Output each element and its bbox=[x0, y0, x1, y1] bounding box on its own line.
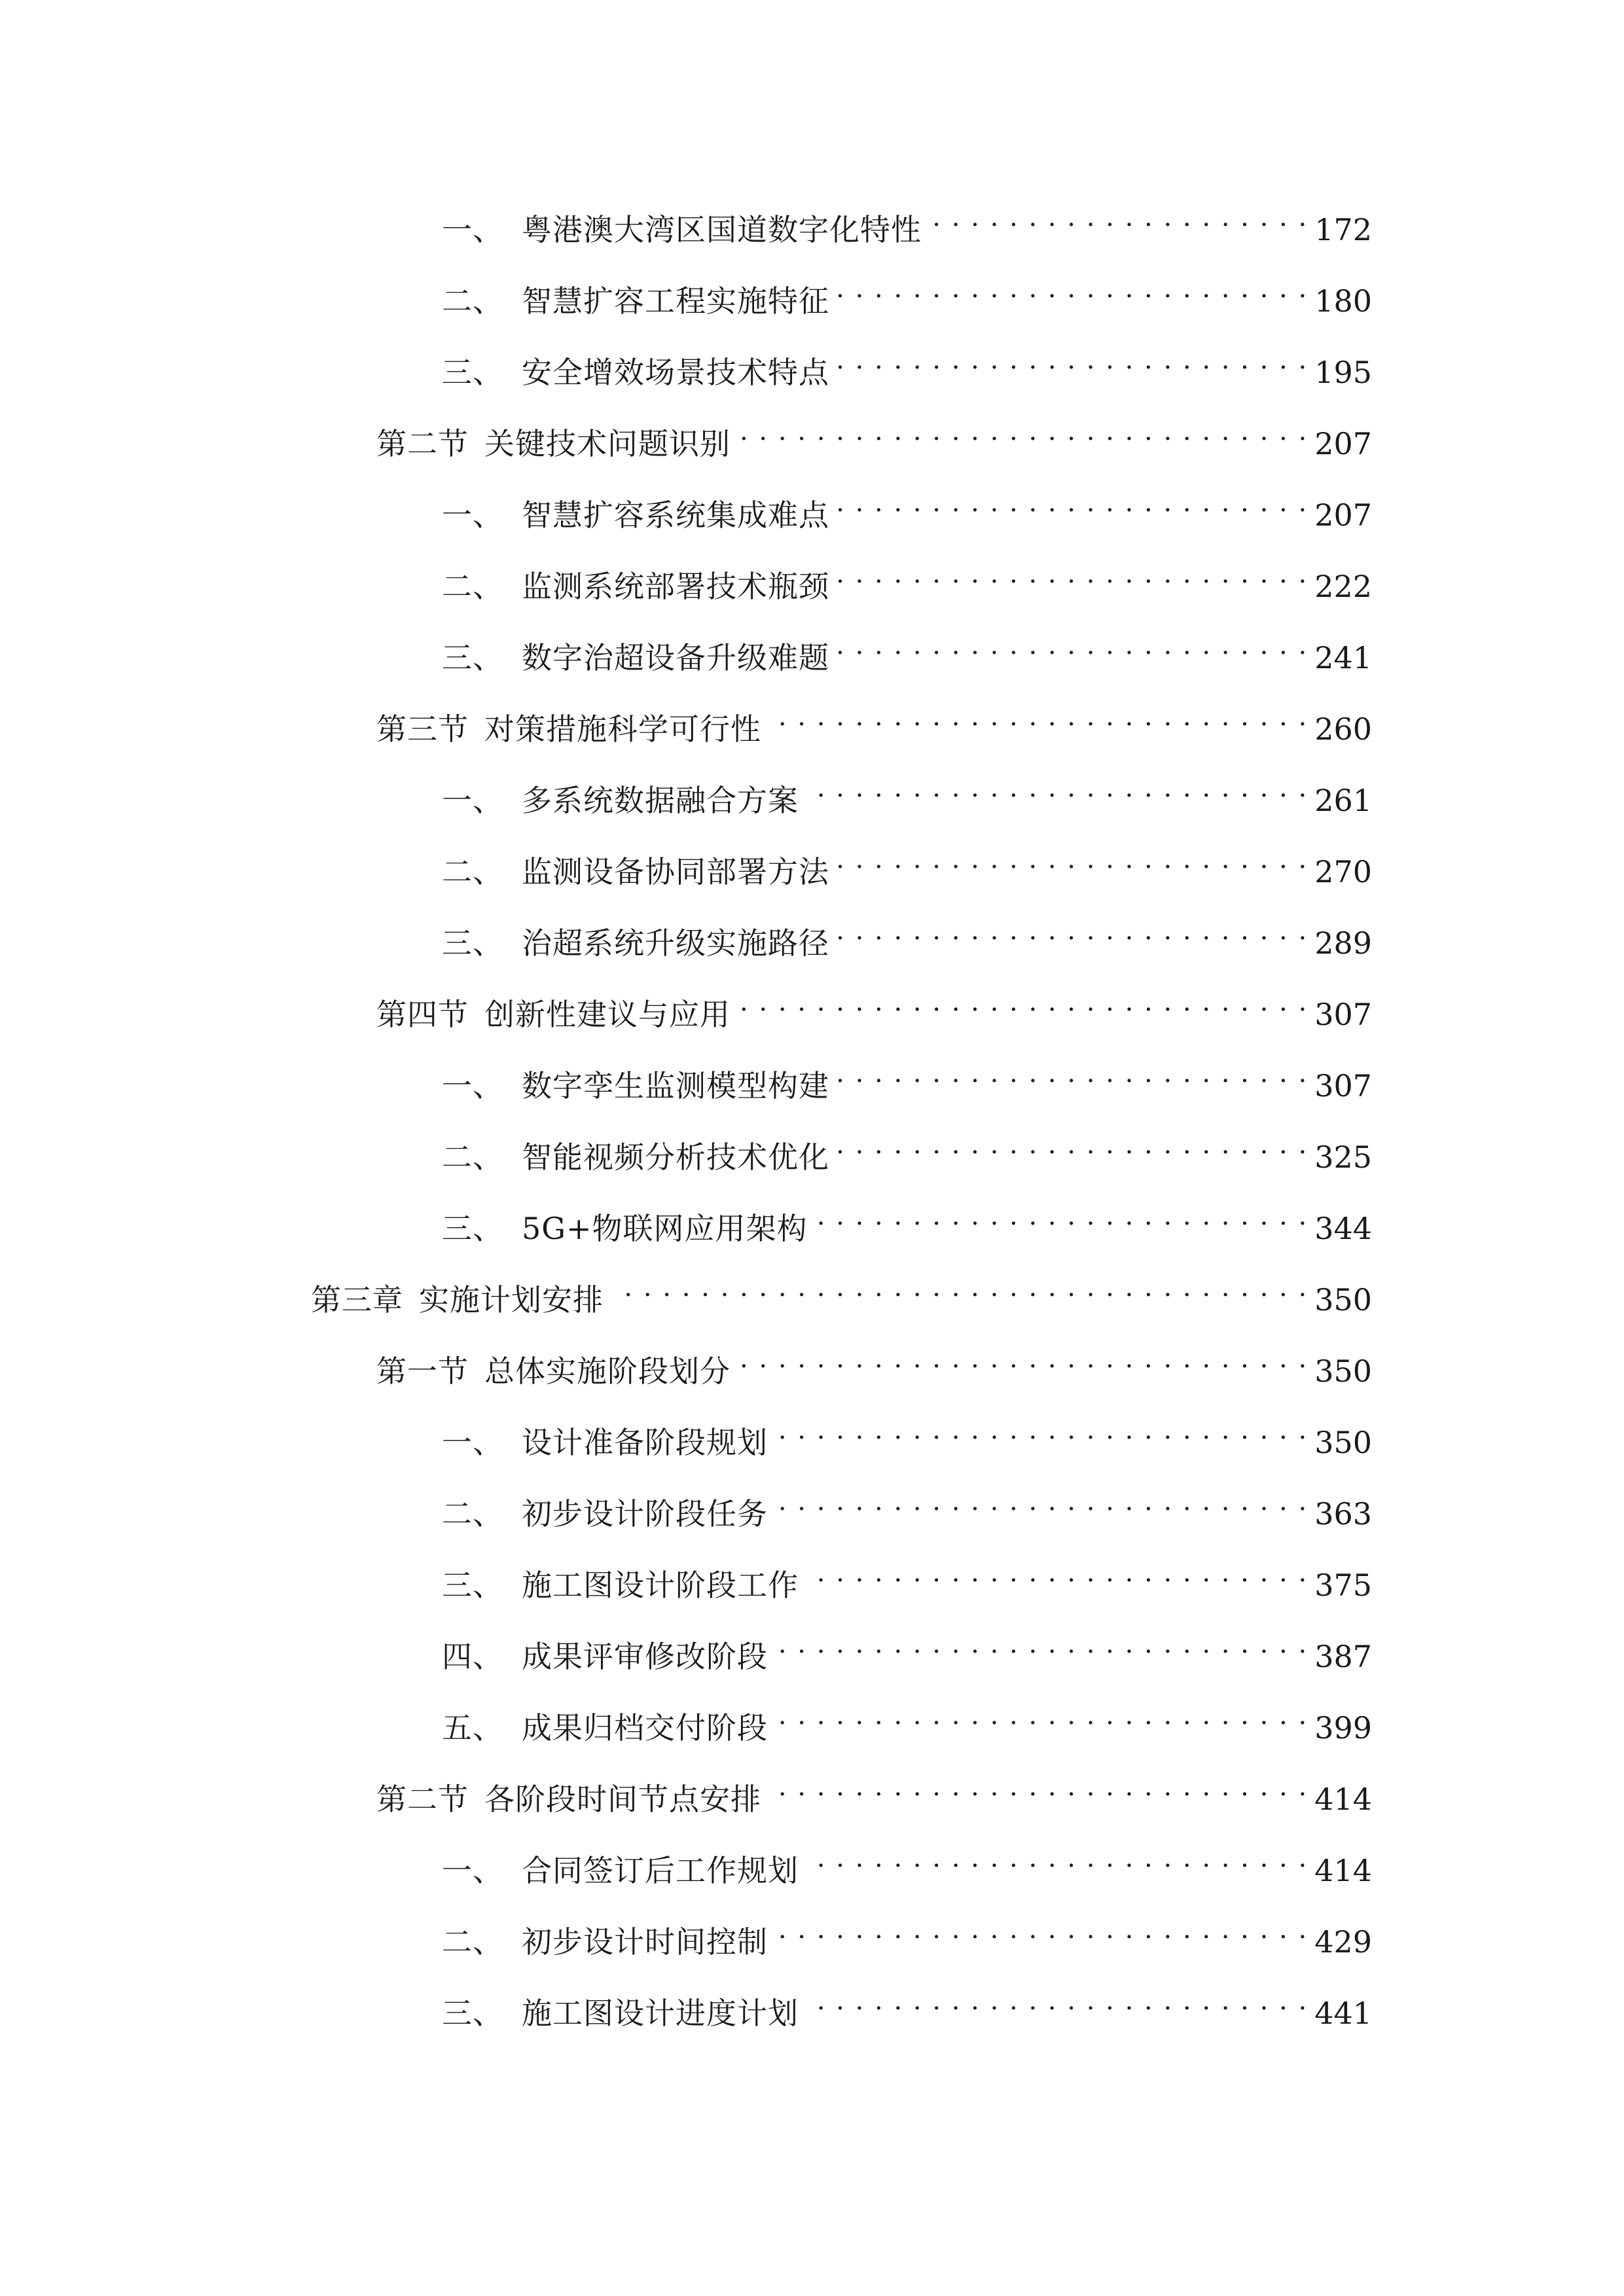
dot-leader bbox=[837, 551, 1308, 597]
toc-entry-marker: 二、 bbox=[442, 854, 503, 889]
toc-entry-title: 监测设备协同部署方法 bbox=[522, 854, 829, 889]
toc-entry-marker: 三、 bbox=[442, 1211, 503, 1246]
toc-entry-marker: 一、 bbox=[442, 497, 503, 533]
toc-entry-title: 实施计划安排 bbox=[419, 1282, 604, 1318]
toc-entry-title: 智能视频分析技术优化 bbox=[522, 1139, 829, 1175]
toc-entry-marker: 三、 bbox=[442, 1568, 503, 1603]
toc-entry-title: 创新性建议与应用 bbox=[484, 997, 731, 1032]
toc-entry[interactable] bbox=[442, 1407, 1372, 1460]
toc-entry-title: 5G+物联网应用架构 bbox=[522, 1211, 808, 1246]
toc-entry-page: 207 bbox=[1314, 426, 1372, 461]
toc-entry-page: 350 bbox=[1314, 1354, 1372, 1389]
toc-entry[interactable] bbox=[311, 1265, 1372, 1318]
toc-entry-title: 监测系统部署技术瓶颈 bbox=[522, 569, 829, 604]
toc-entry-title: 施工图设计进度计划 bbox=[522, 1996, 799, 2031]
toc-entry-marker: 一、 bbox=[442, 212, 503, 247]
dot-leader bbox=[738, 1336, 1308, 1382]
toc-entry-title: 各阶段时间节点安排 bbox=[484, 1782, 761, 1817]
toc-entry-title: 成果归档交付阶段 bbox=[522, 1710, 768, 1746]
toc-entry-marker: 一、 bbox=[442, 1853, 503, 1888]
toc-entry-title: 设计准备阶段规划 bbox=[522, 1425, 768, 1460]
dot-leader bbox=[816, 1193, 1308, 1239]
toc-entry[interactable] bbox=[442, 1050, 1372, 1103]
dot-leader bbox=[611, 1265, 1308, 1310]
toc-entry-marker: 一、 bbox=[442, 1068, 503, 1103]
toc-entry[interactable] bbox=[442, 480, 1372, 533]
toc-entry-title: 治超系统升级实施路径 bbox=[522, 925, 829, 961]
toc-entry-page: 350 bbox=[1314, 1425, 1372, 1460]
toc-entry-marker: 三、 bbox=[442, 1996, 503, 2031]
toc-entry[interactable] bbox=[442, 1835, 1372, 1888]
toc-entry-page: 363 bbox=[1314, 1496, 1372, 1532]
dot-leader bbox=[837, 337, 1308, 383]
toc-entry-marker: 三、 bbox=[442, 355, 503, 390]
dot-leader bbox=[776, 1693, 1308, 1738]
toc-entry-marker: 第四节 bbox=[376, 997, 469, 1032]
dot-leader bbox=[837, 622, 1308, 668]
dot-leader bbox=[806, 765, 1308, 811]
toc-entry-page: 344 bbox=[1314, 1211, 1372, 1246]
dot-leader bbox=[776, 1407, 1308, 1453]
toc-entry-title: 合同签订后工作规划 bbox=[522, 1853, 799, 1888]
dot-leader bbox=[929, 194, 1308, 240]
toc-entry-title: 初步设计阶段任务 bbox=[522, 1496, 768, 1532]
toc-entry-page: 207 bbox=[1314, 497, 1372, 533]
toc-entry[interactable] bbox=[442, 908, 1372, 961]
dot-leader bbox=[769, 694, 1308, 740]
toc-entry-title: 成果评审修改阶段 bbox=[522, 1639, 768, 1674]
toc-entry[interactable] bbox=[442, 1479, 1372, 1532]
toc-entry-title: 关键技术问题识别 bbox=[484, 426, 731, 461]
toc-entry-page: 441 bbox=[1314, 1996, 1372, 2031]
toc-entry-marker: 二、 bbox=[442, 1496, 503, 1532]
toc-entry[interactable] bbox=[442, 337, 1372, 390]
toc-entry-marker: 第一节 bbox=[376, 1354, 469, 1389]
toc-entry-title: 初步设计时间控制 bbox=[522, 1924, 768, 1960]
toc-entry[interactable] bbox=[442, 1193, 1372, 1246]
dot-leader bbox=[806, 1835, 1308, 1881]
toc-entry-title: 智慧扩容系统集成难点 bbox=[522, 497, 829, 533]
toc-entry[interactable] bbox=[376, 979, 1372, 1032]
toc-entry-title: 数字孪生监测模型构建 bbox=[522, 1068, 829, 1103]
toc-entry-marker: 第三章 bbox=[311, 1282, 403, 1318]
toc-entry[interactable] bbox=[376, 694, 1372, 747]
toc-entry-title: 总体实施阶段划分 bbox=[484, 1354, 731, 1389]
toc-entry-page: 289 bbox=[1314, 925, 1372, 961]
toc-entry-page: 429 bbox=[1314, 1924, 1372, 1960]
toc-entry-page: 307 bbox=[1314, 1068, 1372, 1103]
dot-leader bbox=[837, 908, 1308, 954]
dot-leader bbox=[738, 408, 1308, 454]
toc-entry-marker: 一、 bbox=[442, 1425, 503, 1460]
toc-entry-page: 307 bbox=[1314, 997, 1372, 1032]
dot-leader bbox=[837, 1050, 1308, 1096]
toc-entry[interactable] bbox=[376, 1764, 1372, 1817]
toc-entry[interactable] bbox=[442, 622, 1372, 675]
dot-leader bbox=[837, 1122, 1308, 1168]
toc-entry-page: 414 bbox=[1314, 1782, 1372, 1817]
toc-entry-marker: 二、 bbox=[442, 1924, 503, 1960]
toc-entry[interactable] bbox=[442, 1621, 1372, 1674]
dot-leader bbox=[769, 1764, 1308, 1810]
dot-leader bbox=[776, 1907, 1308, 1952]
dot-leader bbox=[837, 480, 1308, 526]
toc-entry[interactable] bbox=[442, 1978, 1372, 2031]
toc-entry-page: 261 bbox=[1314, 783, 1372, 818]
toc-entry-page: 270 bbox=[1314, 854, 1372, 889]
toc-entry-marker: 三、 bbox=[442, 640, 503, 675]
toc-entry[interactable] bbox=[442, 1693, 1372, 1746]
toc-entry-page: 375 bbox=[1314, 1568, 1372, 1603]
toc-entry[interactable] bbox=[442, 1122, 1372, 1175]
toc-entry-title: 粤港澳大湾区国道数字化特性 bbox=[522, 212, 922, 247]
toc-entry[interactable] bbox=[442, 765, 1372, 818]
toc-entry[interactable] bbox=[376, 1336, 1372, 1389]
toc-entry-title: 对策措施科学可行性 bbox=[484, 711, 761, 747]
dot-leader bbox=[776, 1621, 1308, 1667]
toc-entry[interactable] bbox=[442, 1550, 1372, 1603]
toc-entry-marker: 第三节 bbox=[376, 711, 469, 747]
toc-entry-page: 180 bbox=[1314, 283, 1372, 319]
toc-entry-page: 350 bbox=[1314, 1282, 1372, 1318]
toc-entry-page: 414 bbox=[1314, 1853, 1372, 1888]
toc-entry-marker: 第二节 bbox=[376, 1782, 469, 1817]
toc-entry-marker: 三、 bbox=[442, 925, 503, 961]
toc-entry-page: 172 bbox=[1314, 212, 1372, 247]
dot-leader bbox=[776, 1479, 1308, 1524]
toc-entry-marker: 一、 bbox=[442, 783, 503, 818]
dot-leader bbox=[837, 836, 1308, 882]
toc-entry-title: 安全增效场景技术特点 bbox=[522, 355, 829, 390]
toc-entry-title: 智慧扩容工程实施特征 bbox=[522, 283, 829, 319]
toc-entry-page: 222 bbox=[1314, 569, 1372, 604]
toc-entry-title: 数字治超设备升级难题 bbox=[522, 640, 829, 675]
toc-entry-marker: 五、 bbox=[442, 1710, 503, 1746]
toc-entry[interactable] bbox=[442, 266, 1372, 319]
toc-entry-marker: 四、 bbox=[442, 1639, 503, 1674]
toc-entry-page: 325 bbox=[1314, 1139, 1372, 1175]
toc-entry[interactable] bbox=[442, 194, 1372, 247]
toc-entry-page: 260 bbox=[1314, 711, 1372, 747]
toc-entry[interactable] bbox=[442, 1907, 1372, 1960]
toc-entry[interactable] bbox=[376, 408, 1372, 461]
toc-entry-marker: 二、 bbox=[442, 569, 503, 604]
toc-entry[interactable] bbox=[442, 836, 1372, 889]
toc-entry-page: 387 bbox=[1314, 1639, 1372, 1674]
toc-entry-marker: 第二节 bbox=[376, 426, 469, 461]
dot-leader bbox=[806, 1978, 1308, 2024]
toc-entry-page: 195 bbox=[1314, 355, 1372, 390]
toc-entry-title: 施工图设计阶段工作 bbox=[522, 1568, 799, 1603]
toc-entry-title: 多系统数据融合方案 bbox=[522, 783, 799, 818]
toc-entry-page: 399 bbox=[1314, 1710, 1372, 1746]
toc-entry-page: 241 bbox=[1314, 640, 1372, 675]
dot-leader bbox=[806, 1550, 1308, 1596]
toc-entry-marker: 二、 bbox=[442, 1139, 503, 1175]
dot-leader bbox=[738, 979, 1308, 1025]
toc-entry-marker: 二、 bbox=[442, 283, 503, 319]
toc-entry[interactable] bbox=[442, 551, 1372, 604]
dot-leader bbox=[837, 266, 1308, 312]
